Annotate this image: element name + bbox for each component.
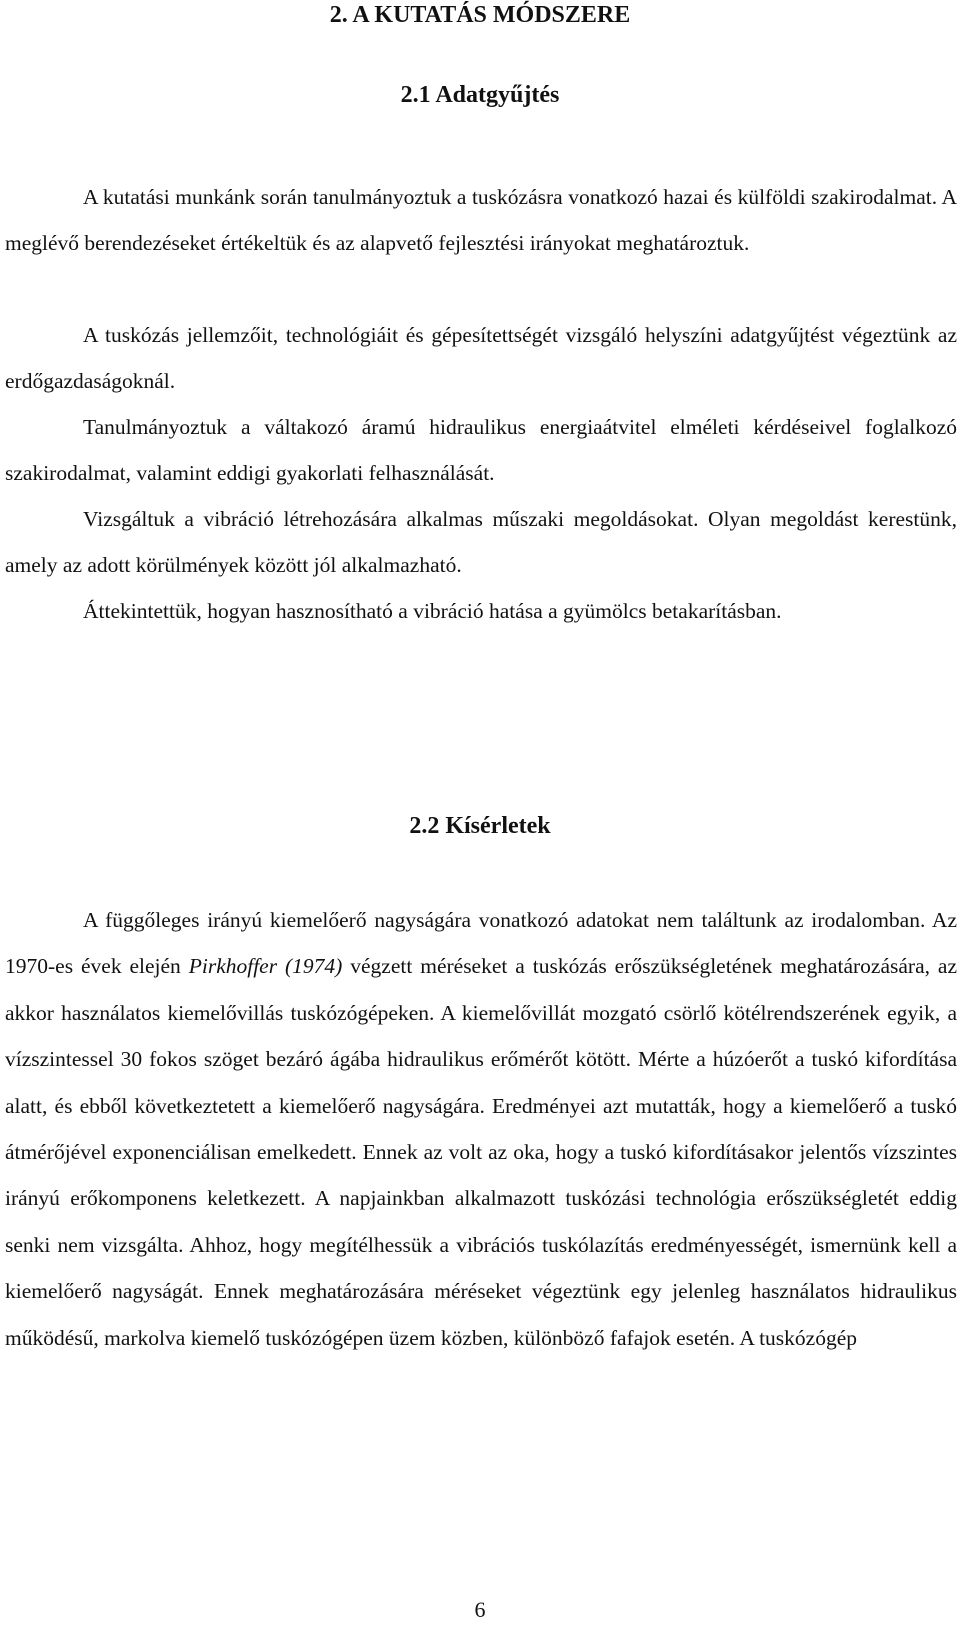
paragraph-text: A függőleges irányú kiemelőerő nagyságára vonatkozó adatokat nem találtunk az irodalomban. Az 1970-es évek elején: [5, 908, 957, 979]
paragraph-kiserletek: [5, 897, 957, 1361]
citation: Pirkhoffer (1974): [188, 954, 343, 979]
paragraph: Vizsgáltuk a vibráció létrehozására alkalmas műszaki megoldásokat. Olyan megoldást kerestünk, amely az adott körülmények között jól alkalmazható.: [5, 507, 957, 577]
section-heading-kiserletek: 2.2 Kísérletek: [409, 813, 551, 839]
paragraph: Tanulmányoztuk a váltakozó áramú hidraulikus energiaátvitel elméleti kérdéseivel foglalkozó szakirodalmat, valamint eddigi gyakorlati felhasználását.: [5, 415, 957, 485]
paragraph: Áttekintettük, hogyan hasznosítható a vibráció hatása a gyümölcs betakarításban.: [83, 599, 782, 623]
paragraph: A tuskózás jellemzőit, technológiáit és gépesítettségét vizsgáló helyszíni adatgyűjtést végeztünk az erdőgazdaságoknál.: [5, 323, 957, 393]
section-heading-adatgyujtes: 2.1 Adatgyűjtés: [400, 82, 560, 108]
chapter-heading: 2. A KUTATÁS MÓDSZERE: [329, 2, 631, 28]
paragraph-text: végzett méréseket a tuskózás erőszükségletének meghatározására, az akkor használatos kiemelővillás tuskózógépeken. A kiemelővillát mozgató csörlő kötélrendszerének egyik, a vízszintessel 30 fokos szöget bezáró ágába hidraulikus erőmérőt kötött. Mérte a húzóerőt a tuskó kifordítása alatt, és ebből következtetett a kiemelőerő nagyságára. Eredményei azt mutatták, hogy a kiemelőerő a tuskó átmérőjével exponenciálisan emelkedett. Ennek az volt az oka, hogy a tuskó kifordításakor jelentős vízszintes irányú erőkomponens keletkezett. A napjainkban alkalmazott tuskózási technológia erőszükségletét eddig senki nem vizsgálta. Ahhoz, hogy megítélhessük a vibrációs tuskólazítás eredményességét, ismernünk kell a kiemelőerő nagyságát. Ennek meghatározására méréseket végeztünk egy jelenleg használatos hidraulikus működésű, markolva kiemelő tuskózógépen üzem közben, különböző fafajok esetén. A tuskózógép: [5, 954, 957, 1350]
paragraph: A kutatási munkánk során tanulmányoztuk a tuskózásra vonatkozó hazai és külföldi szakirodalmat. A meglévő berendezéseket értékeltük és az alapvető fejlesztési irányokat meghatároztuk.: [5, 185, 957, 255]
page-number: 6: [474, 1597, 486, 1622]
